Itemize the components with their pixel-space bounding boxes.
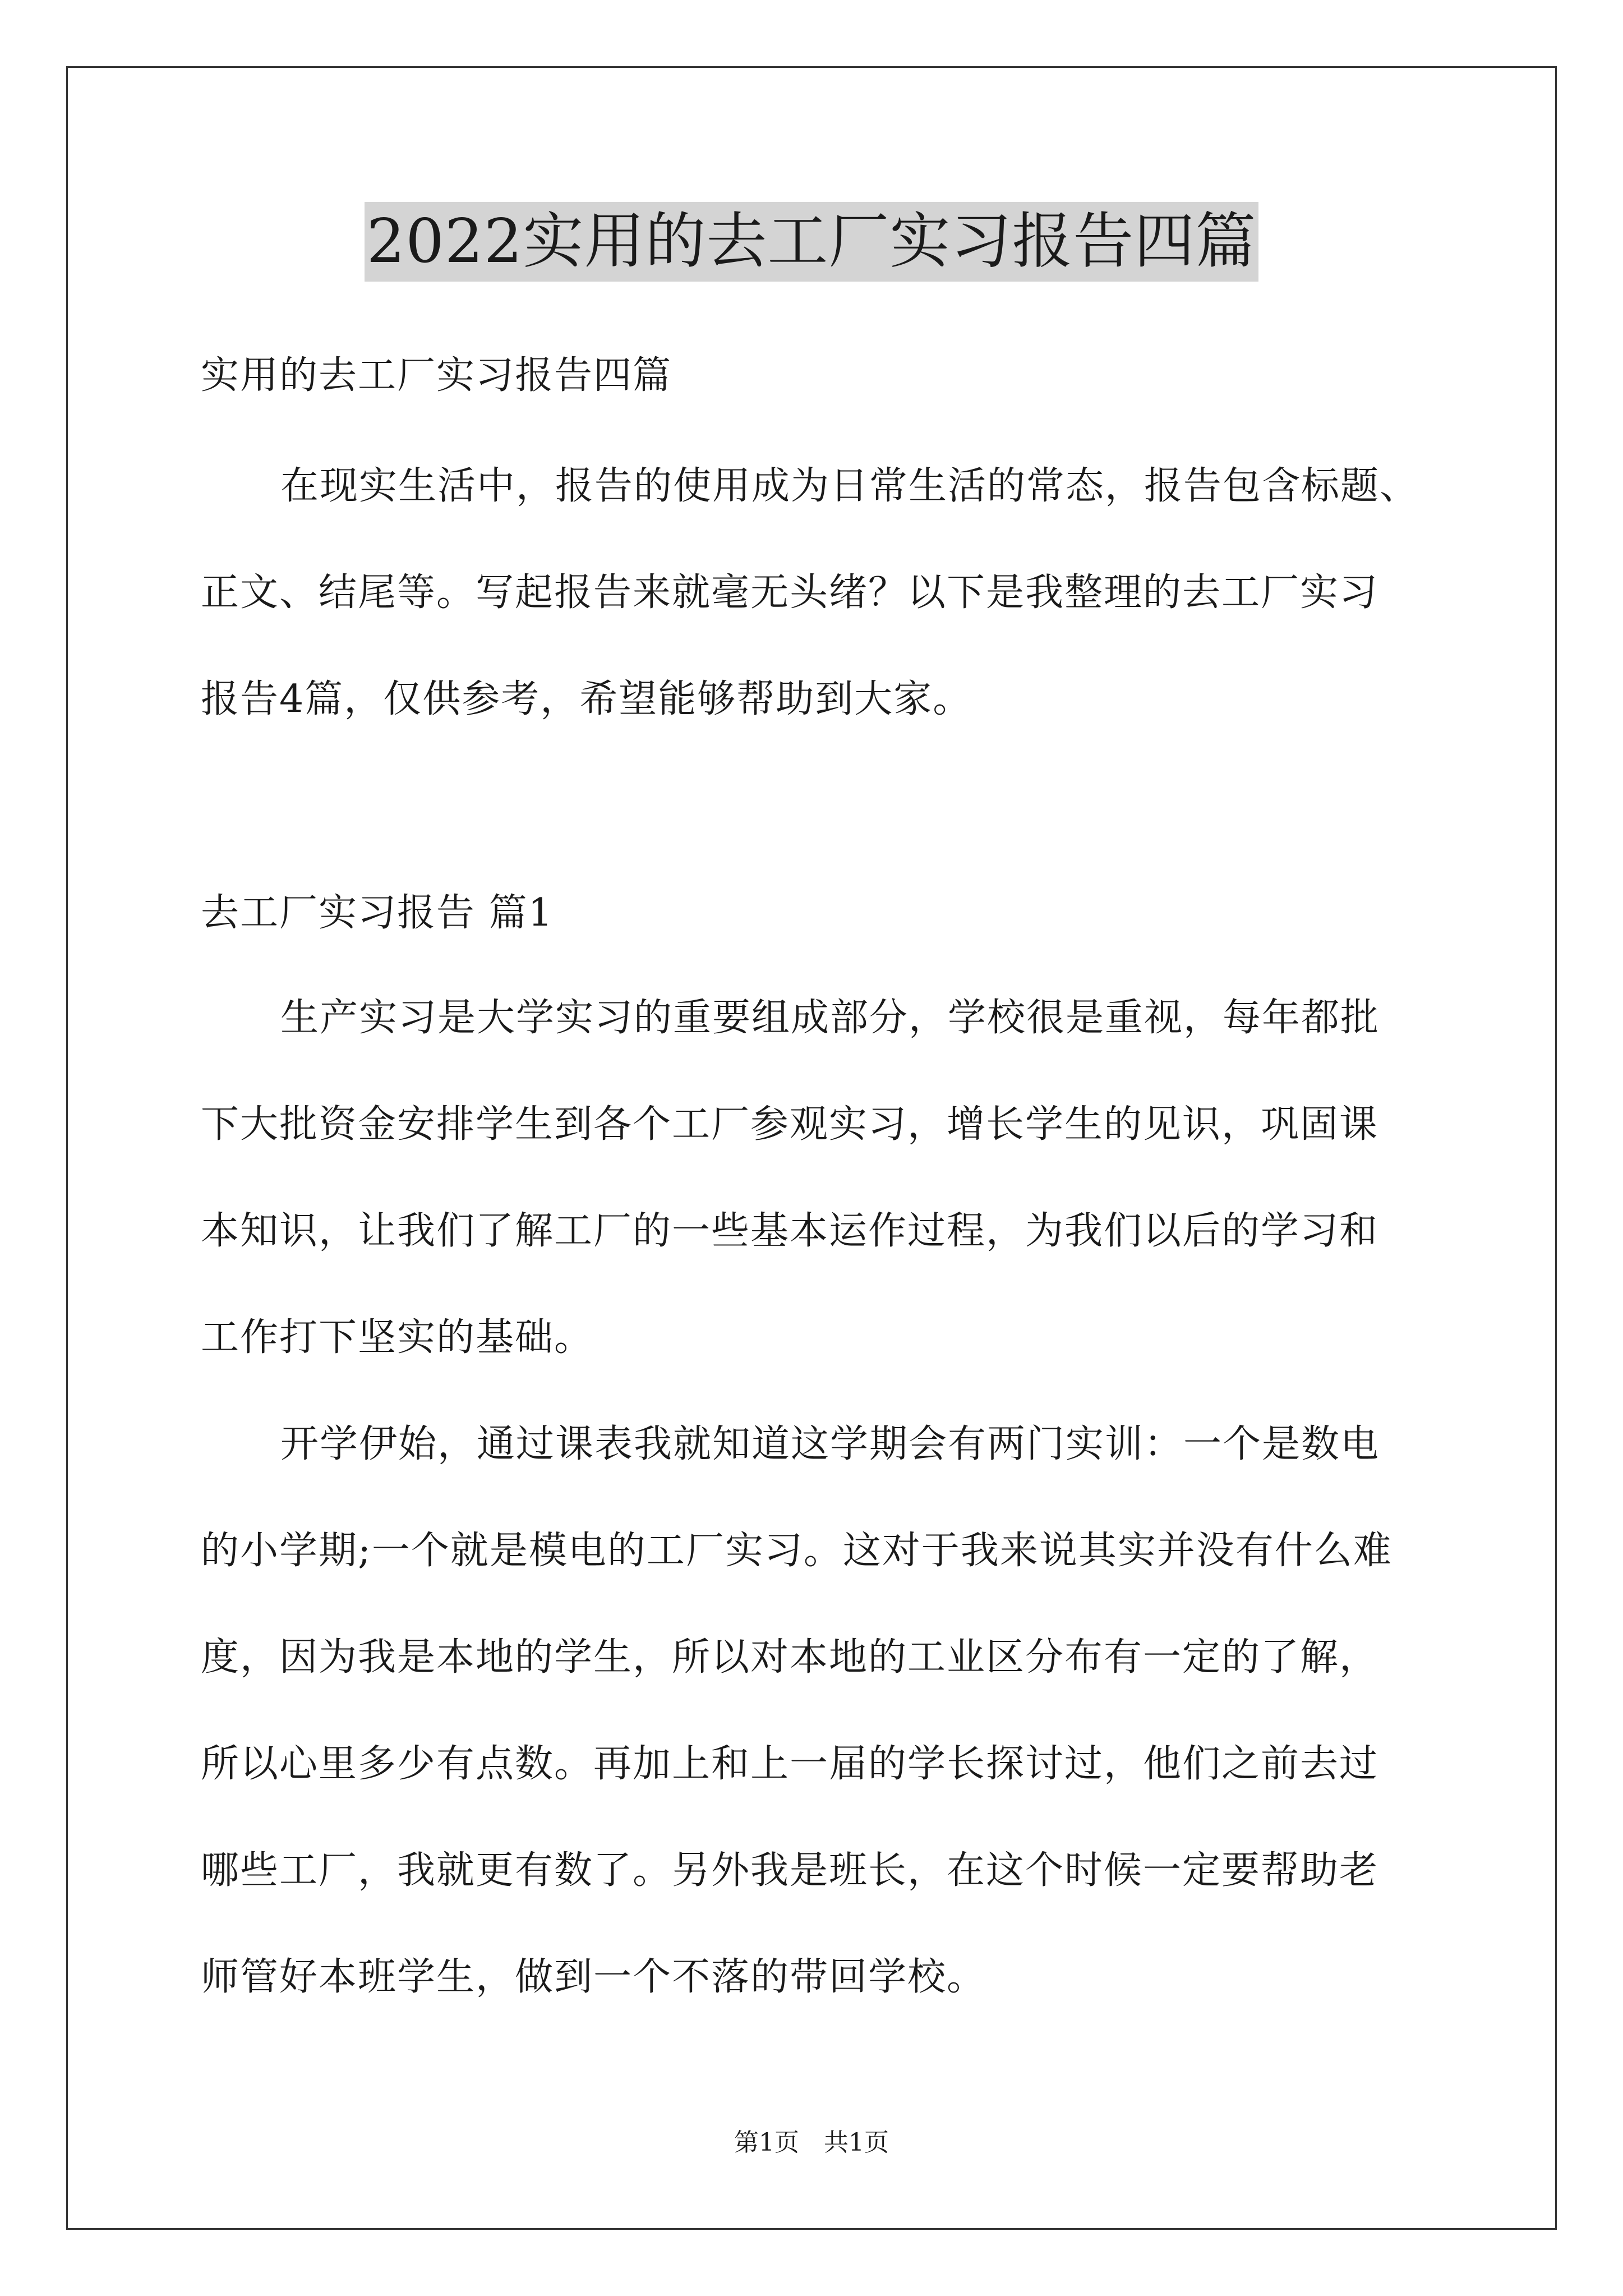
paragraph-line: 度，因为我是本地的学生，所以对本地的工业区分布有一定的了解， (201, 1635, 1379, 1680)
paragraph-line: 本知识，让我们了解工厂的一些基本运作过程，为我们以后的学习和 (201, 1209, 1379, 1253)
section-heading: 去工厂实习报告 篇1 (201, 891, 554, 935)
paragraph-line: 生产实习是大学实习的重要组成部分，学校很是重视，每年都批 (280, 996, 1380, 1040)
intro-line: 在现实生活中，报告的使用成为日常生活的常态，报告包含标题、 (280, 464, 1419, 508)
paragraph-line: 师管好本班学生，做到一个不落的带回学校。 (201, 1955, 986, 1999)
intro-line: 正文、结尾等。写起报告来就毫无头绪？以下是我整理的去工厂实习 (201, 570, 1379, 615)
paragraph-line: 下大批资金安排学生到各个工厂参观实习，增长学生的见识，巩固课 (201, 1102, 1379, 1147)
document-subtitle: 实用的去工厂实习报告四篇 (201, 353, 672, 398)
paragraph-line: 的小学期;一个就是模电的工厂实习。这对于我来说其实并没有什么难 (201, 1529, 1393, 1573)
paragraph-line: 工作打下坚实的基础。 (201, 1315, 594, 1360)
paragraph-line: 开学伊始，通过课表我就知道这学期会有两门实训：一个是数电 (280, 1422, 1380, 1466)
intro-line: 报告4篇，仅供参考，希望能够帮助到大家。 (201, 677, 972, 721)
document-title: 2022实用的去工厂实习报告四篇 (365, 202, 1259, 282)
paragraph-line: 所以心里多少有点数。再加上和上一届的学长探讨过，他们之前去过 (201, 1742, 1379, 1786)
title-container (0, 202, 1623, 282)
paragraph-line: 哪些工厂，我就更有数了。另外我是班长，在这个时候一定要帮助老 (201, 1848, 1379, 1893)
page-footer: 第1页 共1页 (734, 2128, 889, 2157)
